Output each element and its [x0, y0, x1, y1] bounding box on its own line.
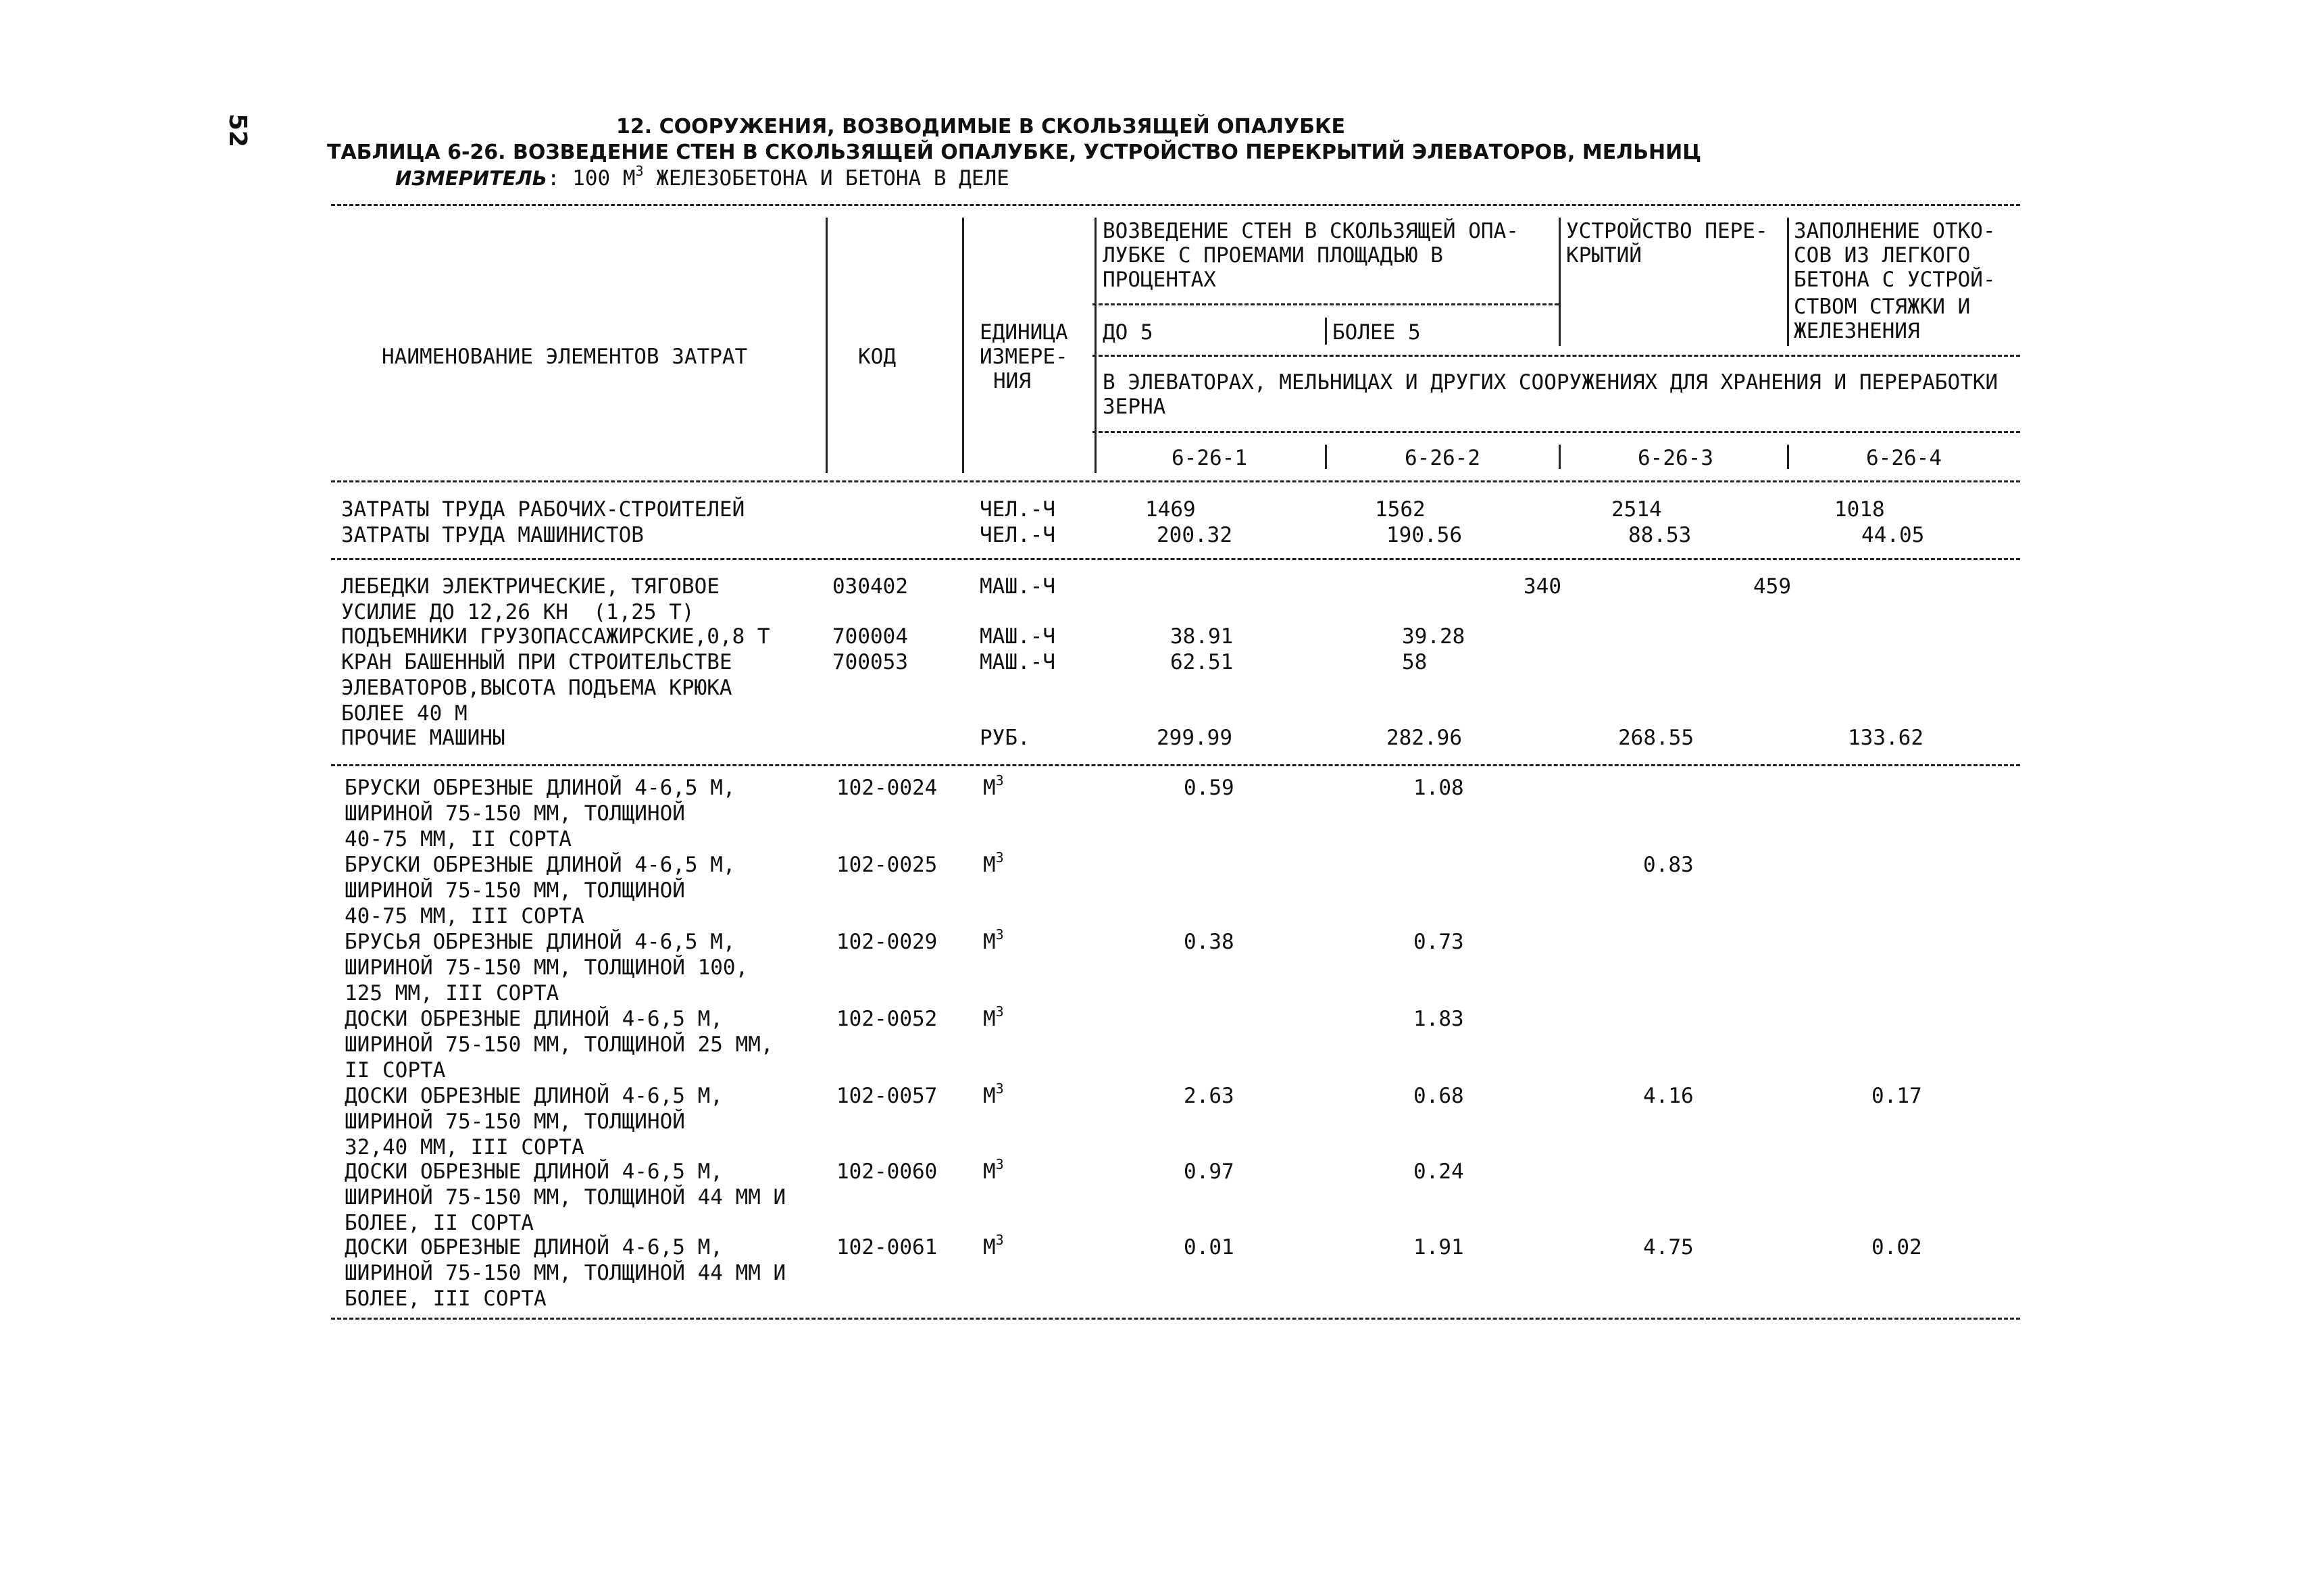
scope-line-2: ЗЕРНА [1103, 395, 1166, 419]
group3-line-4: СТВОМ СТЯЖКИ И [1794, 295, 1971, 319]
row-value-1: 1469 [1145, 497, 1196, 522]
row-name-line: ШИРИНОЙ 75-150 ММ, ТОЛЩИНОЙ [345, 801, 685, 826]
row-value-2: 1.83 [1413, 1007, 1464, 1031]
row-name-line: 32,40 ММ, III СОРТА [345, 1135, 584, 1159]
header-code: КОД [858, 345, 896, 369]
rule-machines-bottom [331, 764, 2020, 766]
unit-sup: 3 [995, 1080, 1004, 1097]
group1-line-3: ПРОЦЕНТАХ [1103, 268, 1216, 292]
scope-line-1: В ЭЛЕВАТОРАХ, МЕЛЬНИЦАХ И ДРУГИХ СООРУЖЕНИЯХ ДЛЯ ХРАНЕНИЯ И ПЕРЕРАБОТКИ [1103, 370, 1998, 395]
row-unit [983, 1156, 1004, 1184]
row-name: ЗАТРАТЫ ТРУДА РАБОЧИХ-СТРОИТЕЛЕЙ [341, 497, 745, 522]
group3-line-3: БЕТОНА С УСТРОЙ- [1794, 268, 1996, 292]
row-name-line: II СОРТА [345, 1058, 446, 1082]
row-value-2: 0.68 [1413, 1084, 1464, 1108]
row-code: 700053 [832, 650, 908, 674]
row-value-2: 58 [1402, 650, 1428, 674]
measure-value-post: ЖЕЛЕЗОБЕТОНА И БЕТОНА В ДЕЛЕ [643, 166, 1009, 191]
row-name-line: ДОСКИ ОБРЕЗНЫЕ ДЛИНОЙ 4-6,5 М, [345, 1159, 723, 1184]
column-code-4: 6-26-4 [1866, 446, 1942, 470]
row-value-3: 88.53 [1628, 523, 1692, 547]
rule-header-bottom [331, 480, 2020, 482]
row-value-2: 1.08 [1413, 776, 1464, 800]
row-value-1: 0.97 [1184, 1159, 1234, 1184]
unit-sup: 3 [995, 926, 1004, 943]
unit-sup: 3 [995, 772, 1004, 789]
row-unit [983, 849, 1004, 877]
row-unit: ЧЕЛ.-Ч [980, 497, 1055, 522]
vrule-code-unit [962, 218, 964, 473]
row-code: 030402 [832, 574, 908, 599]
row-name-line: БРУСЬЯ ОБРЕЗНЫЕ ДЛИНОЙ 4-6,5 М, [345, 930, 736, 954]
row-value-3: 4.16 [1643, 1084, 1694, 1108]
row-name-line: ЛЕБЕДКИ ЭЛЕКТРИЧЕСКИЕ, ТЯГОВОЕ [341, 574, 720, 599]
row-unit: МАШ.-Ч [980, 650, 1055, 674]
header-unit-3: НИЯ [993, 369, 1031, 393]
unit-sup: 3 [995, 1232, 1004, 1248]
row-value-3: 4.75 [1643, 1235, 1694, 1260]
row-name-line: ШИРИНОЙ 75-150 ММ, ТОЛЩИНОЙ 25 ММ, [345, 1032, 774, 1057]
row-value-2: 282.96 [1386, 726, 1462, 750]
row-value-1: 299.99 [1157, 726, 1232, 750]
section-title: 12. СООРУЖЕНИЯ, ВОЗВОДИМЫЕ В СКОЛЬЗЯЩЕЙ ОПАЛУБКЕ [616, 115, 1345, 139]
rule-scope [1092, 431, 2020, 433]
group2-line-1: УСТРОЙСТВО ПЕРЕ- [1566, 219, 1768, 243]
row-name-line: БРУСКИ ОБРЕЗНЫЕ ДЛИНОЙ 4-6,5 М, [345, 776, 736, 800]
group2-line-2: КРЫТИЙ [1566, 243, 1642, 268]
row-value-3: 2514 [1611, 497, 1662, 522]
row-value-1: 0.59 [1184, 776, 1234, 800]
vrule-code-1-2 [1325, 445, 1327, 469]
row-value-1: 62.51 [1170, 650, 1234, 674]
row-name-line: ШИРИНОЙ 75-150 ММ, ТОЛЩИНОЙ [345, 1109, 685, 1134]
row-value-3: 340 [1524, 574, 1561, 599]
column-code-2: 6-26-2 [1405, 446, 1480, 470]
rule-bottom [331, 1318, 2020, 1320]
header-name: НАИМЕНОВАНИЕ ЭЛЕМЕНТОВ ЗАТРАТ [382, 345, 748, 369]
row-value-2: 1.91 [1413, 1235, 1464, 1260]
row-value-2: 39.28 [1402, 624, 1465, 649]
row-unit: МАШ.-Ч [980, 624, 1055, 649]
row-name-line: ДОСКИ ОБРЕЗНЫЕ ДЛИНОЙ 4-6,5 М, [345, 1084, 723, 1108]
unit-base: М [983, 853, 996, 877]
row-value-3: 268.55 [1618, 726, 1694, 750]
row-code: 102-0024 [836, 776, 938, 800]
row-value-2: 190.56 [1386, 523, 1462, 547]
group3-line-1: ЗАПОЛНЕНИЕ ОТКО- [1794, 219, 1996, 243]
row-unit [983, 1080, 1004, 1108]
unit-sup: 3 [995, 1156, 1004, 1172]
row-name-line: 125 ММ, III СОРТА [345, 981, 559, 1005]
unit-base: М [983, 1235, 996, 1260]
row-name-line: ПРОЧИЕ МАШИНЫ [341, 726, 505, 750]
vrule-code-2-3 [1559, 445, 1561, 469]
vrule-group2-group3 [1787, 218, 1789, 346]
row-value-4: 459 [1753, 574, 1791, 599]
header-unit-1: ЕДИНИЦА [980, 320, 1068, 345]
row-unit: МАШ.-Ч [980, 574, 1055, 599]
row-value-2: 1562 [1375, 497, 1426, 522]
table-title: ТАБЛИЦА 6-26. ВОЗВЕДЕНИЕ СТЕН В СКОЛЬЗЯЩЕЙ ОПАЛУБКЕ, УСТРОЙСТВО ПЕРЕКРЫТИЙ ЭЛЕВАТОРОВ, МЕЛЬНИЦ [327, 141, 1702, 164]
row-code: 102-0029 [836, 930, 938, 954]
row-unit: РУБ. [980, 726, 1030, 750]
measure-label: ИЗМЕРИТЕЛЬ [395, 167, 547, 190]
vrule-group1-group2 [1559, 218, 1561, 346]
vrule-name-code [826, 218, 828, 473]
unit-base: М [983, 1084, 996, 1108]
row-value-1: 200.32 [1157, 523, 1232, 547]
vrule-subhead [1325, 318, 1327, 345]
row-name-line: БОЛЕЕ, II СОРТА [345, 1211, 534, 1235]
row-name-line: ДОСКИ ОБРЕЗНЫЕ ДЛИНОЙ 4-6,5 М, [345, 1235, 723, 1260]
row-value-1: 0.01 [1184, 1235, 1234, 1260]
row-name-line: БОЛЕЕ, III СОРТА [345, 1287, 547, 1311]
vrule-unit-data [1095, 218, 1097, 473]
row-code: 102-0025 [836, 853, 938, 877]
row-code: 102-0061 [836, 1235, 938, 1260]
subhead-upto5: ДО 5 [1103, 320, 1153, 345]
unit-base: М [983, 1007, 996, 1031]
vrule-code-3-4 [1787, 445, 1789, 469]
row-name-line: ШИРИНОЙ 75-150 ММ, ТОЛЩИНОЙ 44 ММ И [345, 1261, 786, 1285]
row-name-line: ДОСКИ ОБРЕЗНЫЕ ДЛИНОЙ 4-6,5 М, [345, 1007, 723, 1031]
column-code-1: 6-26-1 [1172, 446, 1247, 470]
row-code: 700004 [832, 624, 908, 649]
rule-labor-bottom [331, 558, 2020, 560]
column-code-3: 6-26-3 [1638, 446, 1713, 470]
row-code: 102-0057 [836, 1084, 938, 1108]
row-value-3: 0.83 [1643, 853, 1694, 877]
subhead-over5: БОЛЕЕ 5 [1332, 320, 1421, 345]
page-number: 52 [224, 114, 251, 148]
unit-base: М [983, 1159, 996, 1184]
rule-subheads [1092, 355, 2020, 357]
row-value-1: 38.91 [1170, 624, 1234, 649]
header-unit-2: ИЗМЕРЕ- [980, 345, 1068, 369]
group1-line-1: ВОЗВЕДЕНИЕ СТЕН В СКОЛЬЗЯЩЕЙ ОПА- [1103, 219, 1519, 243]
row-unit [983, 926, 1004, 954]
group3-line-2: СОВ ИЗ ЛЕГКОГО [1794, 243, 1971, 268]
row-name-line: 40-75 ММ, III СОРТА [345, 904, 584, 928]
group1-line-2: ЛУБКЕ С ПРОЕМАМИ ПЛОЩАДЬЮ В [1103, 243, 1443, 268]
row-value-4: 0.17 [1871, 1084, 1922, 1108]
row-name-line: КРАН БАШЕННЫЙ ПРИ СТРОИТЕЛЬСТВЕ [341, 650, 732, 674]
row-code: 102-0060 [836, 1159, 938, 1184]
group3-line-5: ЖЕЛЕЗНЕНИЯ [1794, 319, 1920, 343]
measure-line [395, 163, 1009, 191]
unit-base: М [983, 930, 996, 954]
measure-sup: 3 [635, 163, 644, 179]
row-value-1: 2.63 [1184, 1084, 1234, 1108]
measure-value-pre: : 100 М [547, 166, 636, 191]
row-value-4: 0.02 [1871, 1235, 1922, 1260]
row-unit [983, 1232, 1004, 1260]
row-name-line: БРУСКИ ОБРЕЗНЫЕ ДЛИНОЙ 4-6,5 М, [345, 853, 736, 877]
row-unit [983, 772, 1004, 800]
row-name-line: ЭЛЕВАТОРОВ,ВЫСОТА ПОДЪЕМА КРЮКА [341, 676, 732, 700]
row-name-line: 40-75 ММ, II СОРТА [345, 827, 572, 851]
row-unit [983, 1003, 1004, 1031]
row-code: 102-0052 [836, 1007, 938, 1031]
row-value-4: 44.05 [1861, 523, 1925, 547]
unit-sup: 3 [995, 1003, 1004, 1020]
row-value-4: 1018 [1834, 497, 1885, 522]
row-name-line: ШИРИНОЙ 75-150 ММ, ТОЛЩИНОЙ [345, 878, 685, 903]
row-name-line: БОЛЕЕ 40 М [341, 701, 468, 726]
rule-top [331, 204, 2020, 206]
unit-sup: 3 [995, 849, 1004, 866]
rule-group1 [1092, 303, 1559, 305]
row-name-line: УСИЛИЕ ДО 12,26 КН (1,25 Т) [341, 600, 695, 624]
unit-base: М [983, 776, 996, 800]
row-name: ЗАТРАТЫ ТРУДА МАШИНИСТОВ [341, 523, 644, 547]
row-name-line: ШИРИНОЙ 75-150 ММ, ТОЛЩИНОЙ 100, [345, 955, 749, 980]
row-value-4: 133.62 [1848, 726, 1923, 750]
row-value-2: 0.73 [1413, 930, 1464, 954]
row-unit: ЧЕЛ.-Ч [980, 523, 1055, 547]
row-value-1: 0.38 [1184, 930, 1234, 954]
row-name-line: ШИРИНОЙ 75-150 ММ, ТОЛЩИНОЙ 44 ММ И [345, 1185, 786, 1210]
row-value-2: 0.24 [1413, 1159, 1464, 1184]
row-name-line: ПОДЪЕМНИКИ ГРУЗОПАССАЖИРСКИЕ,0,8 Т [341, 624, 770, 649]
